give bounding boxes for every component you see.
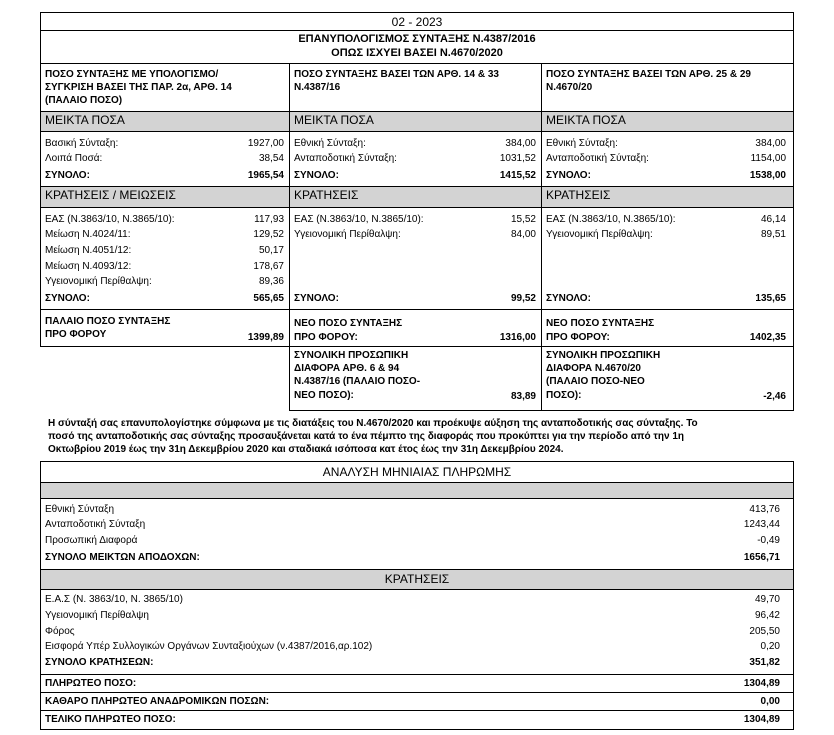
col2-ded-total-label: ΣΥΝΟΛΟ:	[294, 293, 339, 304]
col1-ded-title: ΚΡΑΤΗΣΕΙΣ / ΜΕΙΩΣΕΙΣ	[41, 187, 289, 207]
col3-ded-total-value: 135,65	[755, 293, 786, 304]
explanation-line-3: Οκτωβρίου 2019 έως την 31η Δεκεμβρίου 2020 και σταδιακά ισόποσα κατ έτος έως την 31η Δεκεμβρίου 2024.	[48, 444, 564, 455]
col3-ded-label-2: Υγειονομική Περίθαλψη:	[546, 229, 653, 240]
col2-net-value: 1316,00	[499, 332, 536, 343]
col1-gross-label-1: Βασική Σύνταξη:	[45, 138, 119, 149]
col3-ded-total-label: ΣΥΝΟΛΟ:	[546, 293, 591, 304]
monthly-ded-total-label: ΣΥΝΟΛΟ ΚΡΑΤΗΣΕΩΝ:	[45, 657, 154, 668]
col2-ded-value-1: 15,52	[510, 214, 536, 225]
col3-ded-value-1: 46,14	[760, 214, 786, 225]
monthly-gross-total-label: ΣΥΝΟΛΟ ΜΕΙΚΤΩΝ ΑΠΟΔΟΧΩΝ:	[45, 552, 200, 563]
monthly-ded-label-4: Εισφορά Υπέρ Συλλογικών Οργάνων Συνταξιούχων (ν.4387/2016,αρ.102)	[45, 641, 373, 652]
col2-ded-title: ΚΡΑΤΗΣΕΙΣ	[290, 187, 541, 207]
col3-diff-label-1: ΣΥΝΟΛΙΚΗ ΠΡΟΣΩΠΙΚΗ	[546, 350, 661, 361]
col1-ded-label-5: Υγειονομική Περίθαλψη:	[45, 276, 152, 287]
col1-head-3: (ΠΑΛΑΙΟ ΠΟΣΟ)	[45, 95, 123, 106]
col3-ded-value-2: 89,51	[760, 229, 786, 240]
col3-diff-label-2: ΔΙΑΦΟΡΑ Ν.4670/20	[546, 363, 641, 374]
col1-net-value: 1399,89	[247, 332, 284, 343]
col2-gross-label-1: Εθνική Σύνταξη:	[294, 138, 366, 149]
final-value: 1304,89	[743, 714, 780, 725]
col1-ded-label-4: Μείωση Ν.4093/12:	[45, 261, 132, 272]
monthly-gross-label-3: Προσωπική Διαφορά	[45, 535, 138, 546]
title-line-2: ΟΠΩΣ ΙΣΧΥΕΙ ΒΑΣΕΙ Ν.4670/2020	[331, 47, 503, 59]
col1-net-label-2: ΠΡΟ ΦΟΡΟΥ	[45, 329, 107, 340]
monthly-gross-value-3: -0,49	[757, 535, 780, 546]
col3-net-label-1: ΝΕΟ ΠΟΣΟ ΣΥΝΤΑΞΗΣ	[546, 318, 655, 329]
final-label: ΤΕΛΙΚΟ ΠΛΗΡΩΤΕΟ ΠΟΣΟ:	[45, 714, 176, 725]
col2-ded-label-2: Υγειονομική Περίθαλψη:	[294, 229, 401, 240]
col3-ded-label-1: ΕΑΣ (Ν.3863/10, Ν.3865/10):	[546, 214, 676, 225]
col2-diff-label-2: ΔΙΑΦΟΡΑ ΑΡΘ. 6 & 94	[294, 363, 400, 374]
retro-label: ΚΑΘΑΡΟ ΠΛΗΡΩΤΕΟ ΑΝΑΔΡΟΜΙΚΩΝ ΠΟΣΩΝ:	[45, 696, 270, 707]
title-line-1: ΕΠΑΝΥΠΟΛΟΓΙΣΜΟΣ ΣΥΝΤΑΞΗΣ Ν.4387/2016	[298, 33, 536, 45]
col1-ded-value-2: 129,52	[253, 229, 284, 240]
col1-ded-total-value: 565,65	[253, 293, 284, 304]
col1-ded-label-2: Μείωση Ν.4024/11:	[45, 229, 131, 240]
monthly-ded-label-3: Φόρος	[45, 626, 75, 637]
col2-gross-value-2: 1031,52	[499, 153, 536, 164]
col1-ded-total-label: ΣΥΝΟΛΟ:	[45, 293, 90, 304]
col3-diff-label-3: (ΠΑΛΑΙΟ ΠΟΣΟ-ΝΕΟ	[546, 376, 645, 387]
col1-head-1: ΠΟΣΟ ΣΥΝΤΑΞΗΣ ΜΕ ΥΠΟΛΟΓΙΣΜΟ/	[45, 69, 219, 80]
col3-gross-value-1: 384,00	[755, 138, 786, 149]
monthly-ded-value-1: 49,70	[754, 594, 780, 605]
monthly-ded-title: ΚΡΑΤΗΣΕΙΣ	[41, 570, 793, 589]
col2-gross-value-1: 384,00	[505, 138, 536, 149]
monthly-gross-value-2: 1243,44	[743, 519, 780, 530]
monthly-gross-value-1: 413,76	[749, 504, 780, 515]
col1-gross-total-label: ΣΥΝΟΛΟ:	[45, 170, 90, 181]
col3-diff-value: -2,46	[763, 391, 786, 402]
col2-net-label-2: ΠΡΟ ΦΟΡΟΥ:	[294, 332, 358, 343]
monthly-ded-value-2: 96,42	[754, 610, 780, 621]
col1-net-label-1: ΠΑΛΑΙΟ ΠΟΣΟ ΣΥΝΤΑΞΗΣ	[45, 316, 171, 327]
monthly-ded-value-4: 0,20	[760, 641, 780, 652]
monthly-ded-value-3: 205,50	[749, 626, 780, 637]
monthly-title: ΑΝΑΛΥΣΗ ΜΗΝΙΑΙΑΣ ΠΛΗΡΩΜΗΣ	[322, 465, 512, 479]
col1-gross-label-2: Λοιπά Ποσά:	[45, 153, 103, 164]
col3-gross-value-2: 1154,00	[750, 153, 786, 164]
retro-value: 0,00	[760, 696, 780, 707]
col1-gross-total-value: 1965,54	[247, 170, 284, 181]
col1-gross-title: ΜΕΙΚΤΑ ΠΟΣΑ	[41, 112, 289, 131]
explanation-line-2: ποσό της ανταποδοτικής σας σύνταξης προσαυξάνεται κατά το ένα πέμπτο της διαφοράς που προκύπτει για την περίοδο από την 1η	[48, 431, 685, 442]
monthly-gross-label-2: Ανταποδοτική Σύνταξη	[45, 519, 146, 530]
col3-net-value: 1402,35	[749, 332, 786, 343]
monthly-ded-label-2: Υγειονομική Περίθαλψη	[45, 610, 149, 621]
col2-diff-label-3: Ν.4387/16 (ΠΑΛΑΙΟ ΠΟΣΟ-	[294, 376, 421, 387]
col2-gross-total-label: ΣΥΝΟΛΟ:	[294, 170, 339, 181]
col2-ded-label-1: ΕΑΣ (Ν.3863/10, Ν.3865/10):	[294, 214, 424, 225]
col1-ded-value-5: 89,36	[258, 276, 284, 287]
payable-label: ΠΛΗΡΩΤΕΟ ΠΟΣΟ:	[45, 678, 137, 689]
col3-gross-title: ΜΕΙΚΤΑ ΠΟΣΑ	[542, 112, 793, 131]
col2-net-label-1: ΝΕΟ ΠΟΣΟ ΣΥΝΤΑΞΗΣ	[294, 318, 403, 329]
col2-head-2: Ν.4387/16	[294, 82, 341, 93]
monthly-gross-label-1: Εθνική Σύνταξη	[45, 504, 115, 515]
col1-head-2: ΣΥΓΚΡΙΣΗ ΒΑΣΕΙ ΤΗΣ ΠΑΡ. 2α, ΑΡΘ. 14	[45, 82, 232, 93]
col3-ded-title: ΚΡΑΤΗΣΕΙΣ	[542, 187, 793, 207]
col1-ded-value-3: 50,17	[258, 245, 284, 256]
col2-diff-value: 83,89	[510, 391, 536, 402]
col1-ded-label-3: Μείωση Ν.4051/12:	[45, 245, 132, 256]
col3-gross-label-2: Ανταποδοτική Σύνταξη:	[546, 153, 649, 164]
payable-value: 1304,89	[743, 678, 780, 689]
col2-head-1: ΠΟΣΟ ΣΥΝΤΑΞΗΣ ΒΑΣΕΙ ΤΩΝ ΑΡΘ. 14 & 33	[294, 69, 499, 80]
monthly-ded-label-1: Ε.Α.Σ (Ν. 3863/10, Ν. 3865/10)	[45, 594, 183, 605]
col1-ded-label-1: ΕΑΣ (Ν.3863/10, Ν.3865/10):	[45, 214, 175, 225]
col2-diff-label-4: ΝΕΟ ΠΟΣΟ):	[294, 390, 354, 401]
period-label: 02 - 2023	[391, 15, 443, 29]
col3-head-2: Ν.4670/20	[546, 82, 593, 93]
col2-diff-label-1: ΣΥΝΟΛΙΚΗ ΠΡΟΣΩΠΙΚΗ	[294, 350, 409, 361]
col2-gross-total-value: 1415,52	[499, 170, 536, 181]
col3-head-1: ΠΟΣΟ ΣΥΝΤΑΞΗΣ ΒΑΣΕΙ ΤΩΝ ΑΡΘ. 25 & 29	[546, 69, 751, 80]
monthly-gross-total-value: 1656,71	[743, 552, 780, 563]
explanation-line-1: Η σύνταξή σας επανυπολογίστηκε σύμφωνα με τις διατάξεις του Ν.4670/2020 και προέκυψε αύξηση της ανταποδοτικής σας σύνταξης. Το	[48, 418, 698, 429]
col3-gross-label-1: Εθνική Σύνταξη:	[546, 138, 618, 149]
col2-gross-title: ΜΕΙΚΤΑ ΠΟΣΑ	[290, 112, 541, 131]
col3-gross-total-value: 1538,00	[749, 170, 786, 181]
monthly-gross-band	[41, 483, 793, 498]
col2-gross-label-2: Ανταποδοτική Σύνταξη:	[294, 153, 397, 164]
col2-ded-total-value: 99,52	[510, 293, 536, 304]
col1-gross-value-1: 1927,00	[247, 138, 284, 149]
col3-diff-label-4: ΠΟΣΟ):	[546, 390, 582, 401]
col1-gross-value-2: 38,54	[258, 153, 284, 164]
col1-ded-value-4: 178,67	[253, 261, 284, 272]
col3-net-label-2: ΠΡΟ ΦΟΡΟΥ:	[546, 332, 610, 343]
col3-gross-total-label: ΣΥΝΟΛΟ:	[546, 170, 591, 181]
col1-ded-value-1: 117,93	[254, 214, 284, 225]
col2-ded-value-2: 84,00	[510, 229, 536, 240]
monthly-ded-total-value: 351,82	[749, 657, 780, 668]
